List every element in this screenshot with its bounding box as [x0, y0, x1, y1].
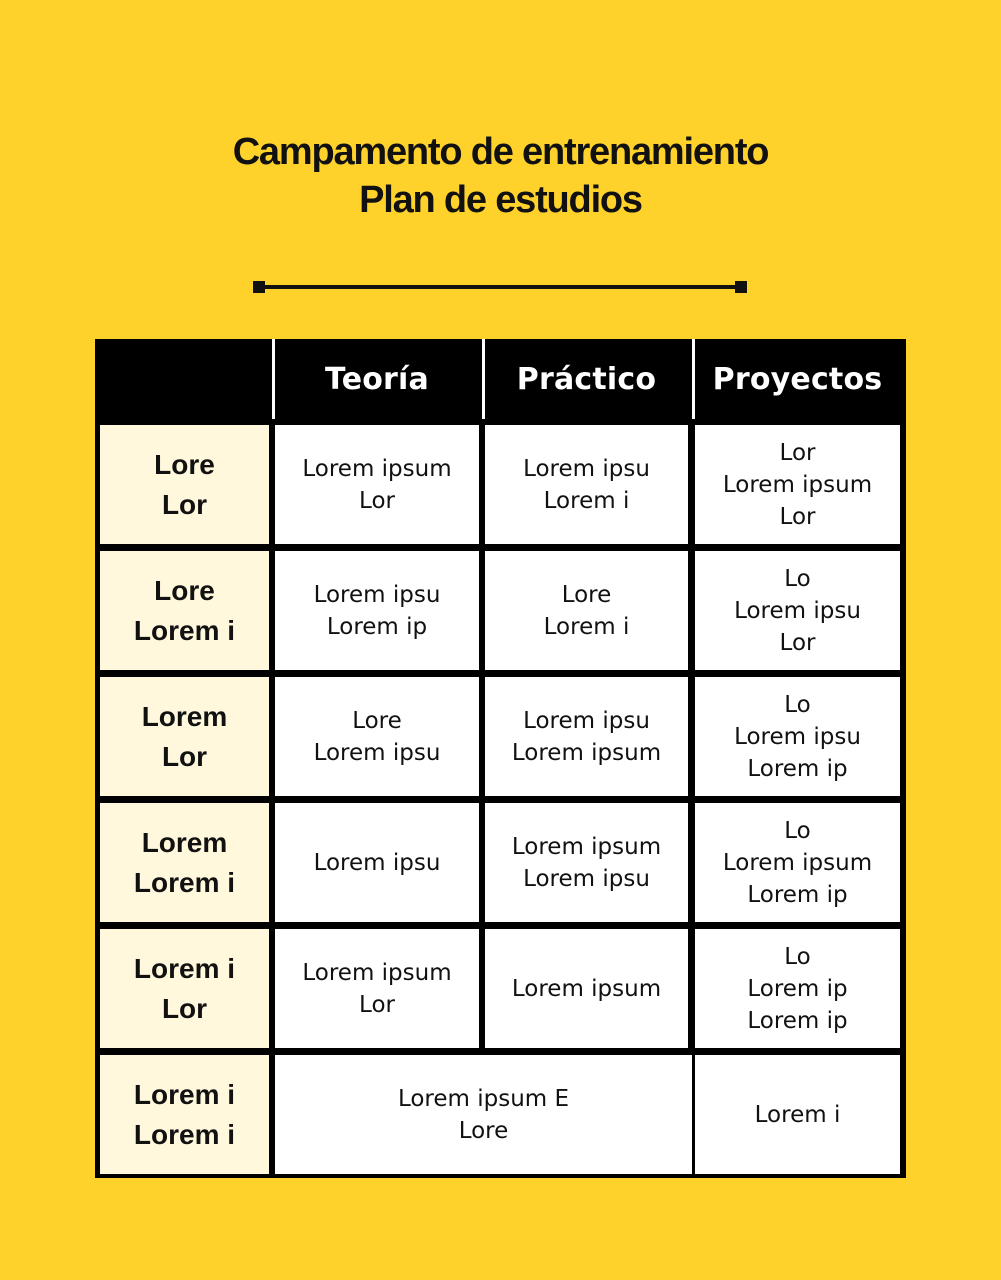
- divider-line: [258, 285, 742, 289]
- table-cell: [695, 1055, 900, 1174]
- table-cell-line: Lor: [779, 439, 816, 466]
- table-cell: [275, 551, 479, 670]
- row-header: [100, 677, 269, 796]
- table-cell: [485, 929, 688, 1048]
- column-header: Proyectos: [712, 361, 883, 397]
- column-header: Teoría: [325, 361, 429, 397]
- table-cell-line: Lo: [784, 565, 811, 592]
- table-cell-line: Lorem ipsum: [722, 849, 873, 876]
- table-cell: [695, 677, 900, 796]
- merged-cell: [275, 1055, 692, 1174]
- table-cell: [695, 803, 900, 922]
- table-cell-line: Lorem ipsu: [313, 581, 441, 608]
- table-cell-line: Lorem i: [543, 487, 630, 514]
- table-cell: [695, 425, 900, 544]
- table-cell-line: Lorem ipsu: [313, 739, 441, 766]
- table-cell: [695, 551, 900, 670]
- row-header-line: Lorem: [141, 826, 228, 858]
- row-header: [100, 1055, 269, 1174]
- row-header-line: Lorem: [141, 700, 228, 732]
- table-cell-line: Lorem ip: [326, 613, 428, 640]
- row-header-line: Lorem i: [133, 1118, 236, 1150]
- table-cell-line: Lore: [352, 707, 402, 734]
- table-cell-line: Lorem ipsu: [523, 865, 650, 892]
- row-header-line: Lor: [161, 740, 208, 772]
- table-cell: [275, 425, 479, 544]
- table-cell: [485, 425, 688, 544]
- row-header: [100, 425, 269, 544]
- table-cell-line: Lorem ipsum: [511, 739, 662, 766]
- table-cell-line: Lorem ip: [747, 975, 848, 1002]
- table-cell-line: Lorem ipsum: [511, 975, 662, 1002]
- table-cell-line: Lor: [779, 503, 816, 530]
- row-header-line: Lorem i: [133, 866, 236, 898]
- row-header-line: Lorem i: [133, 952, 236, 984]
- row-header-line: Lorem i: [133, 614, 236, 646]
- table-cell-line: Lorem ipsu: [734, 723, 861, 750]
- table-cell-line: Lor: [359, 487, 395, 514]
- table-cell-line: Lorem i: [754, 1101, 841, 1128]
- table-cell-line: Lorem ipsum: [511, 833, 662, 860]
- table-cell: [695, 929, 900, 1048]
- table-cell-line: Lorem ip: [747, 1007, 848, 1034]
- table-cell-line: Lorem ipsum: [302, 959, 452, 986]
- title-line-2: Plan de estudios: [359, 179, 642, 221]
- table-cell-line: Lorem ipsu: [523, 707, 650, 734]
- table-cell-line: Lorem i: [543, 613, 630, 640]
- divider-right-cap: [735, 281, 747, 293]
- page-title: [0, 128, 1001, 224]
- table-cell-line: Lorem ipsum: [302, 455, 452, 482]
- row-header-line: Lorem i: [133, 1078, 236, 1110]
- table-cell-line: Lorem ip: [747, 881, 848, 908]
- table-cell-line: Lore: [561, 581, 612, 608]
- merged-cell-line: Lorem ipsum E: [397, 1085, 570, 1112]
- table-cell-line: Lorem ipsu: [523, 455, 650, 482]
- table-cell: [485, 677, 688, 796]
- table-cell-line: Lo: [784, 817, 811, 844]
- row-header-line: Lore: [154, 448, 215, 480]
- table-cell-line: Lorem ipsu: [734, 597, 861, 624]
- table-cell-line: Lorem ip: [747, 755, 848, 782]
- title-line-1: Campamento de entrenamiento: [232, 131, 769, 173]
- row-header: [100, 551, 269, 670]
- curriculum-table: [95, 339, 906, 1178]
- row-header-line: Lor: [161, 992, 208, 1024]
- row-header-line: Lore: [154, 574, 215, 606]
- table-cell: [275, 677, 479, 796]
- table-cell: [485, 551, 688, 670]
- table-cell-line: Lo: [784, 943, 811, 970]
- table-cell-line: Lorem ipsu: [313, 849, 441, 876]
- table-cell: [275, 803, 479, 922]
- table-cell-line: Lor: [779, 629, 816, 656]
- merged-cell-line: Lore: [458, 1117, 509, 1144]
- column-header: Práctico: [516, 361, 657, 397]
- table-cell: [275, 929, 479, 1048]
- row-header: [100, 803, 269, 922]
- row-header-line: Lor: [161, 488, 208, 520]
- table-cell-line: Lor: [359, 991, 395, 1018]
- divider-left-cap: [253, 281, 265, 293]
- table-cell-line: Lorem ipsum: [722, 471, 873, 498]
- table-cell-line: Lo: [784, 691, 811, 718]
- row-header: [100, 929, 269, 1048]
- table-cell: [485, 803, 688, 922]
